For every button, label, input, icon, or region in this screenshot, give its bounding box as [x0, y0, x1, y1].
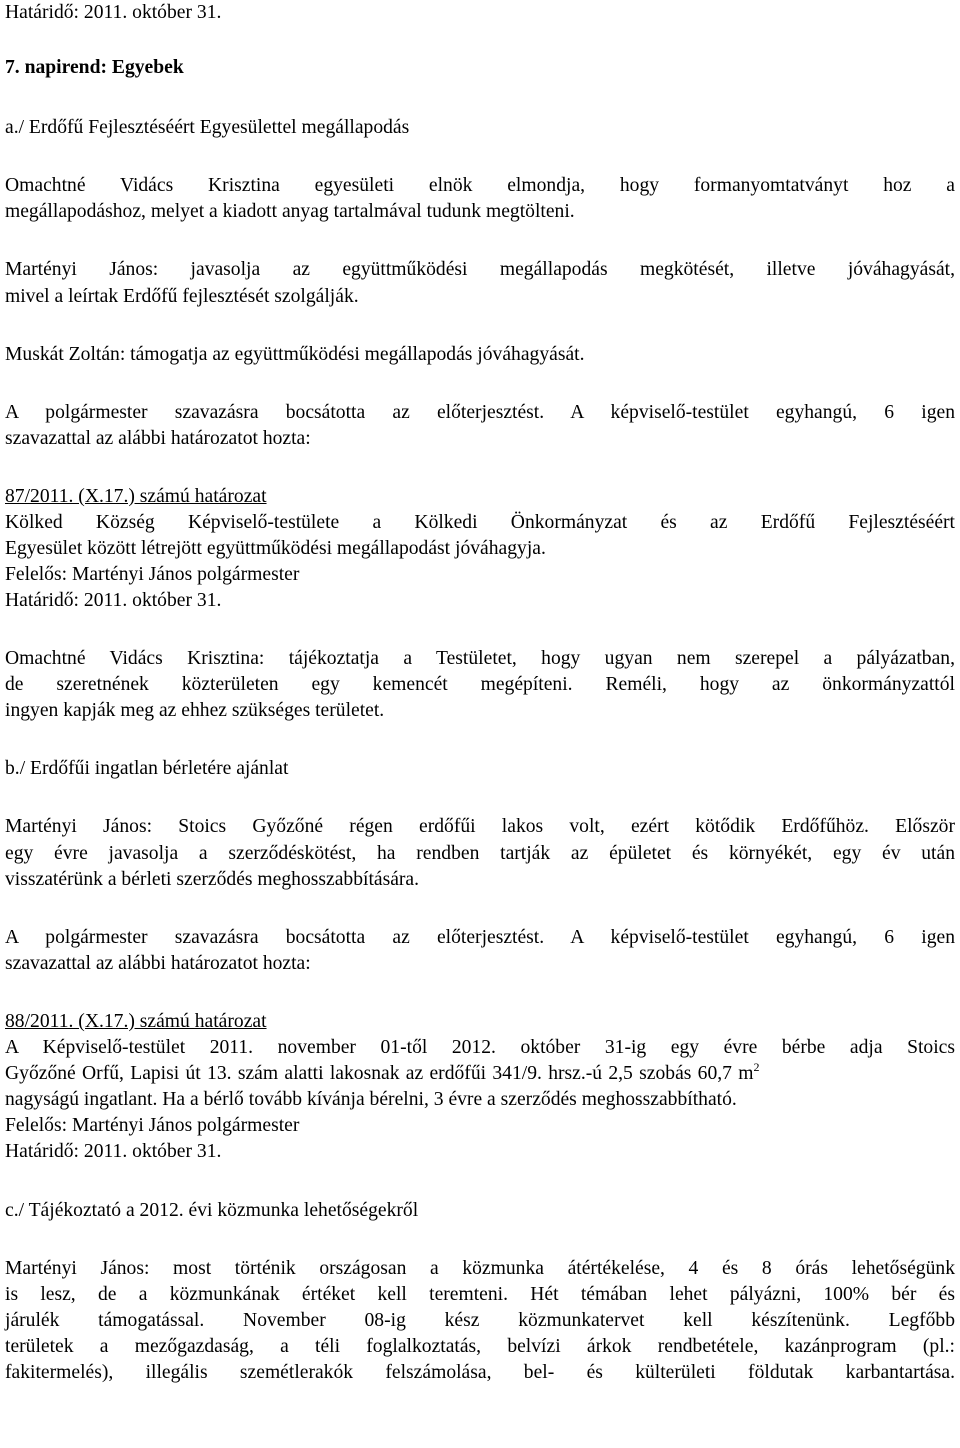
- paragraph-line: Martényi János: Stoics Győzőné régen erdőfűi lakos volt, ezért kötődik Erdőfűhöz. Először: [5, 816, 955, 837]
- subsection-b-title: b./ Erdőfűi ingatlan bérletére ajánlat: [5, 758, 289, 779]
- paragraph-line: szavazattal az alábbi határozatot hozta:: [5, 953, 311, 974]
- deadline-line: Határidő: 2011. október 31.: [5, 2, 222, 23]
- superscript-2: 2: [753, 1060, 760, 1074]
- paragraph-line: Omachtné Vidács Krisztina: tájékoztatja a Testületet, hogy ugyan nem szerepel a pályázatban,: [5, 648, 955, 669]
- paragraph-line: is lesz, de a közmunkának értéket kell teremteni. Hét témában lehet pályázni, 100% bér és: [5, 1284, 955, 1305]
- paragraph-line: területek a mezőgazdaság, a téli foglalkoztatás, belvízi árkok rendbetétele, kazánprogram (pl.:: [5, 1336, 955, 1357]
- resolution-line: Kölked Község Képviselő-testülete a Kölkedi Önkormányzat és az Erdőfű Fejlesztéséért: [5, 512, 955, 533]
- subsection-a-title: a./ Erdőfű Fejlesztéséért Egyesülettel megállapodás: [5, 117, 410, 138]
- deadline-line: Határidő: 2011. október 31.: [5, 1141, 222, 1162]
- paragraph-line: mivel a leírtak Erdőfű fejlesztését szolgálják.: [5, 286, 359, 307]
- deadline-line: Határidő: 2011. október 31.: [5, 590, 222, 611]
- paragraph-line: megállapodáshoz, melyet a kiadott anyag tartalmával tudunk megtölteni.: [5, 201, 575, 222]
- responsible-line: Felelős: Martényi János polgármester: [5, 1115, 300, 1136]
- paragraph-line: A polgármester szavazásra bocsátotta az előterjesztést. A képviselő-testület egyhangú, 6 igen: [5, 402, 955, 423]
- paragraph-line: ingyen kapják meg az ehhez szükséges területet.: [5, 700, 385, 721]
- agenda-heading: 7. napirend: Egyebek: [5, 57, 184, 78]
- paragraph-line: Martényi János: most történik országosan a közmunka átértékelése, 4 és 8 órás lehetőségünk: [5, 1258, 955, 1279]
- paragraph-line: visszatérünk a bérleti szerződés meghosszabbítására.: [5, 869, 420, 890]
- paragraph-line: fakitermelés), illegális szemétlerakók felszámolása, bel- és külterületi földutak karbantartása.: [5, 1362, 955, 1383]
- subsection-c-title: c./ Tájékoztató a 2012. évi közmunka lehetőségekről: [5, 1200, 419, 1221]
- resolution-87-title: 87/2011. (X.17.) számú határozat: [5, 486, 267, 507]
- paragraph-line: de szeretnének közterületen egy kemencét megépíteni. Reméli, hogy az önkormányzattól: [5, 674, 955, 695]
- paragraph-line: Muskát Zoltán: támogatja az együttműködési megállapodás jóváhagyását.: [5, 344, 585, 365]
- resolution-line-text: Győzőné Orfű, Lapisi út 13. szám alatti lakosnak az erdőfűi 341/9. hrsz.-ú 2,5 szobás 60,7 m: [5, 1063, 754, 1084]
- paragraph-line: járulék támogatással. November 08-ig kész közmunkatervet kell készítenünk. Legfőbb: [5, 1310, 955, 1331]
- resolution-line: Egyesület között létrejött együttműködési megállapodást jóváhagyja.: [5, 538, 546, 559]
- paragraph-line: A polgármester szavazásra bocsátotta az előterjesztést. A képviselő-testület egyhangú, 6 igen: [5, 927, 955, 948]
- resolution-88-title: 88/2011. (X.17.) számú határozat: [5, 1011, 267, 1032]
- responsible-line: Felelős: Martényi János polgármester: [5, 564, 300, 585]
- resolution-line: [5, 1061, 955, 1087]
- paragraph-line: Omachtné Vidács Krisztina egyesületi elnök elmondja, hogy formanyomtatványt hoz a: [5, 175, 955, 196]
- paragraph-line: szavazattal az alábbi határozatot hozta:: [5, 428, 311, 449]
- resolution-line: nagyságú ingatlant. Ha a bérlő tovább kívánja bérelni, 3 évre a szerződés meghosszabbítható.: [5, 1089, 737, 1110]
- resolution-line: A Képviselő-testület 2011. november 01-től 2012. október 31-ig egy évre bérbe adja Stoics: [5, 1037, 955, 1058]
- paragraph-line: egy évre javasolja a szerződéskötést, ha rendben tartják az épületet és környékét, egy év után: [5, 843, 955, 864]
- paragraph-line: Martényi János: javasolja az együttműködési megállapodás megkötését, illetve jóváhagyását,: [5, 259, 955, 280]
